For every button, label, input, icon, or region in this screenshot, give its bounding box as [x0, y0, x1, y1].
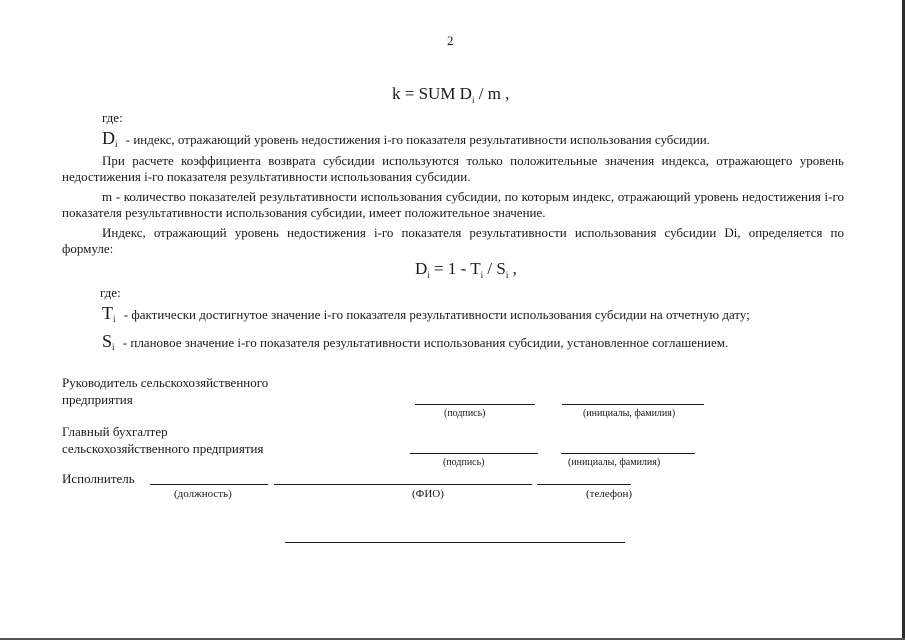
executor-label: Исполнитель [62, 471, 135, 486]
accountant-title: Главный бухгалтер сельскохозяйственного предприятия [62, 424, 264, 456]
para-m: m - количество показателей результативности использования субсидии, по которым индекс, отражающий уровень недостижения i-го показателя результативности использования субсидии, имеет положительное значение. [62, 189, 844, 220]
formula-d: $D_i = 1 - T_i / S_i$ , [415, 259, 517, 280]
def-s-symbol: $S_i$ [102, 331, 115, 352]
def-d-symbol: $D_i$ [102, 128, 118, 149]
para-index: Индекс, отражающий уровень недостижения i-го показателя результативности использования субсидии Di, определяется по формуле: [62, 225, 844, 256]
def-s [102, 333, 728, 355]
acc-name-line [561, 453, 695, 454]
formula-k-left: k = SUM D [392, 84, 472, 103]
exec-phone-caption: (телефон) [586, 488, 633, 500]
page-number: 2 [447, 33, 454, 48]
head-title: Руководитель сельскохозяйственного предприятия [62, 375, 269, 407]
acc-sign-caption: (подпись) [443, 457, 485, 468]
exec-position-line [150, 484, 268, 485]
head-sign-caption: (подпись) [444, 408, 486, 419]
formula-k-right: / m , [474, 84, 510, 103]
where-label-2: где: [100, 285, 121, 300]
head-name-caption: (инициалы, фамилия) [583, 408, 676, 419]
formula-k-sub: i [471, 95, 475, 105]
exec-name-caption: (ФИО) [412, 488, 444, 500]
acc-sign-line [410, 453, 538, 454]
def-d-text: - индекс, отражающий уровень недостижения i-го показателя результативности использования субсидии. [125, 132, 710, 147]
bottom-separator [285, 542, 625, 543]
acc-name-caption: (инициалы, фамилия) [568, 457, 661, 468]
exec-phone-line [537, 484, 631, 485]
def-s-text: - плановое значение i-го показателя результативности использования субсидии, установленное соглашением. [122, 335, 729, 350]
exec-name-line [274, 484, 532, 485]
para-positive: При расчете коэффициента возврата субсидии используются только положительные значения индекса, отражающего уровень недостижения i-го показателя результативности использования субсидии. [62, 153, 844, 184]
head-sign-line [415, 404, 535, 405]
def-d [102, 130, 710, 152]
def-t [102, 305, 750, 327]
formula-k [392, 84, 509, 105]
def-t-text: - фактически достигнутое значение i-го показателя результативности использования субсидии на отчетную дату; [123, 307, 750, 322]
where-label: где: [102, 110, 123, 125]
def-t-symbol: $T_i$ [102, 303, 116, 324]
exec-position-caption: (должность) [174, 488, 232, 500]
head-name-line [562, 404, 704, 405]
